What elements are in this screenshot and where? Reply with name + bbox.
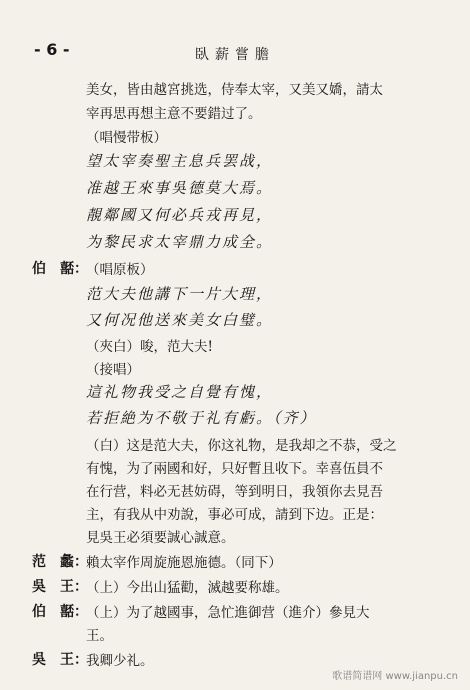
speaker-name: 范 蠡： <box>32 554 88 570</box>
lyric-line: 望太宰奏聖主息兵罢战， <box>86 152 274 170</box>
text-line: 賴太宰作周旋施恩施德。（同下） <box>86 555 282 571</box>
speaker-name: 伯 嚭： <box>32 604 88 620</box>
text-line: 美女，皆由越宮挑选，侍奉太宰，又美又嬌，請太 <box>86 82 383 98</box>
text-line: 見吳王必須要誠心誠意。 <box>86 530 235 546</box>
text-line: 宰再思再想主意不要錯过了。 <box>86 106 262 122</box>
text-line: （唱原板） <box>86 262 154 278</box>
text-line: 在行营，料必无甚妨碍，等到明日，我領你去見吾 <box>86 484 383 500</box>
text-line: （夾白）唆，范大夫! <box>86 339 213 355</box>
text-line: 主，有我从中劝說，事必可成，請到下边。正是： <box>86 507 383 523</box>
text-line: （接唱） <box>86 362 140 378</box>
lyric-line: 范大夫他講下一片大理， <box>86 285 274 303</box>
lyric-line: 为黎民求太宰鼎力成全。 <box>86 233 274 251</box>
lyric-line: 靚鄰國又何必兵戎再見， <box>86 206 274 224</box>
page-title: 臥薪嘗膽 <box>195 47 275 63</box>
lyric-line: 准越王來事吳德莫大焉。 <box>86 179 274 197</box>
speaker-name: 吳 王： <box>32 579 88 595</box>
text-line: （上）今出山猛勸，滅越要称雄。 <box>86 580 289 596</box>
text-line: （唱慢带板） <box>86 130 167 146</box>
lyric-line: 又何况他送來美女白璧。 <box>86 311 274 329</box>
text-line: 王。 <box>86 628 113 644</box>
page-number: - 6 - <box>34 40 70 59</box>
text-line: 有愧，为了兩國和好，只好暫且收下。幸喜伍員不 <box>86 461 383 477</box>
text-line: （上）为了越國事，急忙進御营（進介）參見大 <box>86 605 370 621</box>
lyric-line: 這礼物我受之自覺有愧， <box>86 383 274 401</box>
speaker-name: 吳 王： <box>32 652 88 668</box>
watermark: 歌谱简谱网 www.jianpu.cn <box>332 671 458 682</box>
text-line: （白）这是范大夫，你这礼物，是我却之不恭，受之 <box>86 438 397 454</box>
text-line: 我卿少礼。 <box>86 653 154 669</box>
lyric-line: 若拒絶为不敬于礼有虧。（齐） <box>86 409 317 427</box>
speaker-name: 伯 嚭： <box>32 261 88 277</box>
